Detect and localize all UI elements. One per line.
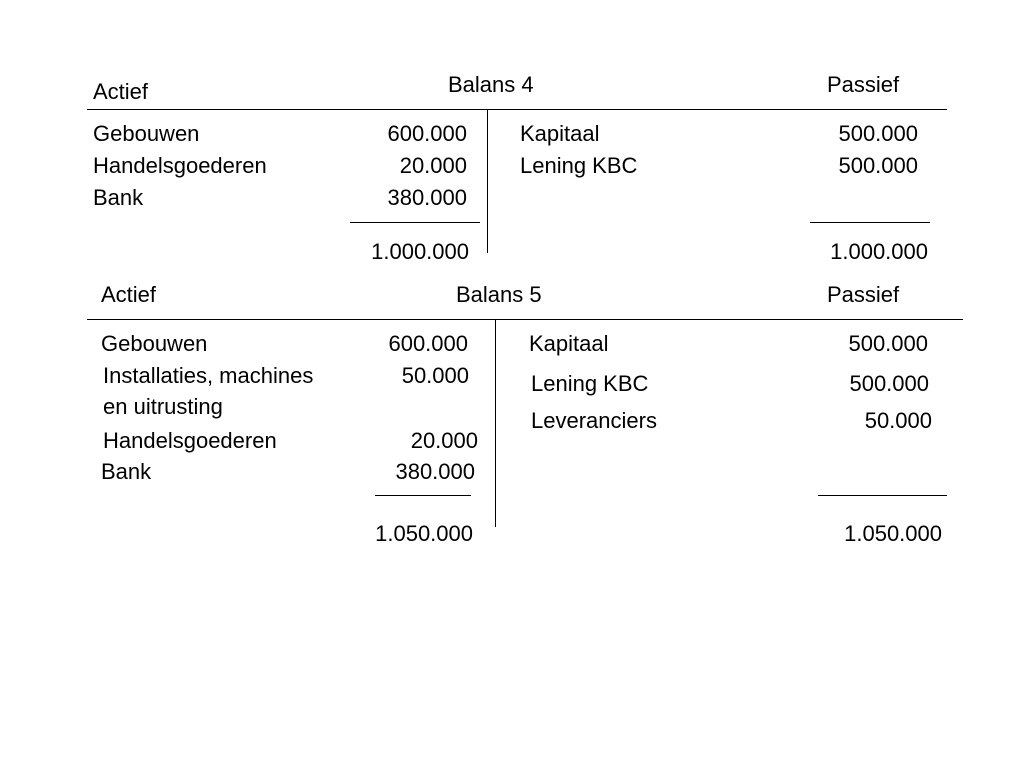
balans4-asset-label: Gebouwen — [93, 121, 200, 146]
balans5-passief-header: Passief — [827, 282, 900, 307]
balans5-asset-label-line2: en uitrusting — [103, 394, 223, 419]
balans4-actief-header: Actief — [93, 79, 149, 104]
balans4-asset-label: Bank — [93, 185, 144, 210]
balans5-title: Balans 5 — [456, 282, 542, 307]
balans5-liability-value: 500.000 — [848, 331, 928, 356]
balans4-center-line — [487, 109, 488, 253]
balans5-center-line — [495, 319, 496, 527]
balans5-asset-label: Handelsgoederen — [103, 428, 277, 453]
balans4-header-line — [87, 109, 947, 110]
balans5-liability-label: Leveranciers — [531, 408, 657, 433]
balans4-asset-label: Handelsgoederen — [93, 153, 267, 178]
balans5-asset-label: Gebouwen — [101, 331, 208, 356]
balans5-total-assets: 1.050.000 — [375, 521, 473, 546]
balans5-asset-value: 380.000 — [395, 459, 475, 484]
balans4-liability-label: Lening KBC — [520, 153, 638, 178]
balans5-liability-value: 50.000 — [864, 408, 932, 433]
balans5-actief-header: Actief — [101, 282, 157, 307]
balans5-liabilities-sum-line — [818, 495, 947, 496]
balans5-asset-value: 600.000 — [388, 331, 468, 356]
balans4-asset-value: 380.000 — [387, 185, 467, 210]
balans5-liability-value: 500.000 — [849, 371, 929, 396]
balans4-liabilities-sum-line — [810, 222, 930, 223]
balans4-total-assets: 1.000.000 — [371, 239, 469, 264]
balans5-assets-sum-line — [375, 495, 471, 496]
balans4-total-liabilities: 1.000.000 — [830, 239, 928, 264]
balans5-total-liabilities: 1.050.000 — [844, 521, 942, 546]
balans4-liability-value: 500.000 — [838, 153, 918, 178]
balans5-header-line — [87, 319, 963, 320]
balans4-liability-label: Kapitaal — [520, 121, 600, 146]
balans4-title: Balans 4 — [448, 72, 534, 97]
balans4-passief-header: Passief — [827, 72, 900, 97]
balans5-asset-value: 50.000 — [401, 363, 469, 388]
balans5-asset-label: Bank — [101, 459, 152, 484]
balans5-asset-label: Installaties, machines — [103, 363, 314, 388]
balans5-liability-label: Lening KBC — [531, 371, 649, 396]
balans5-asset-value: 20.000 — [410, 428, 478, 453]
balans4-liability-value: 500.000 — [838, 121, 918, 146]
balans4-assets-sum-line — [350, 222, 480, 223]
balans4-asset-value: 20.000 — [399, 153, 467, 178]
balans5-liability-label: Kapitaal — [529, 331, 609, 356]
balans4-asset-value: 600.000 — [387, 121, 467, 146]
